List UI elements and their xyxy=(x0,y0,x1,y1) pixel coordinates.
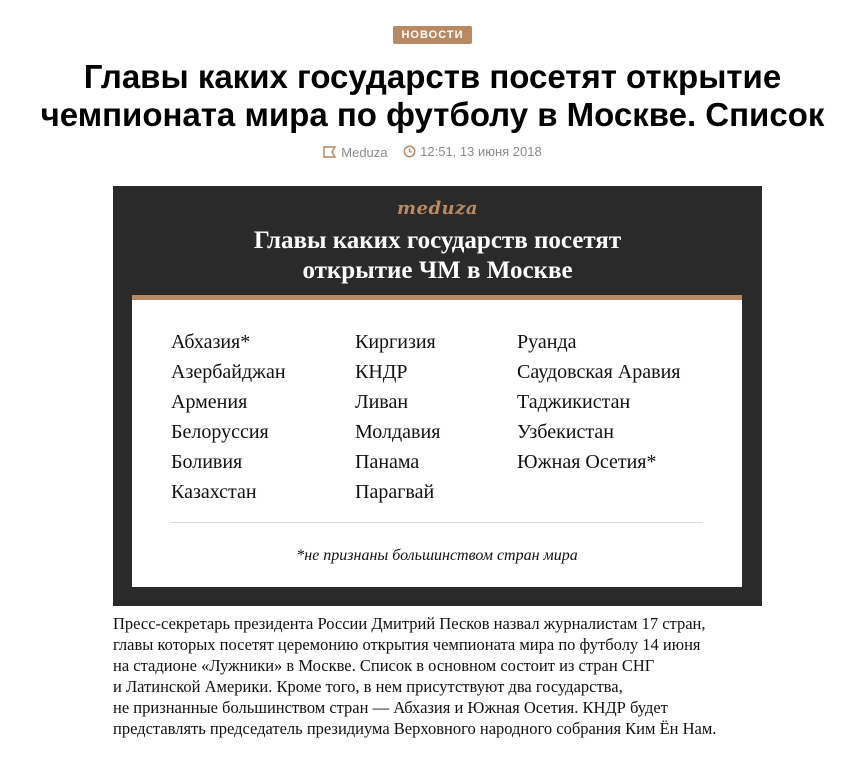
paragraph-line: на стадионе «Лужники» в Москве. Список в основном состоит из стран СНГ xyxy=(113,656,655,675)
rubric-badge[interactable]: НОВОСТИ xyxy=(393,26,471,44)
country-item: Боливия xyxy=(171,451,243,473)
country-item: Таджикистан xyxy=(517,391,631,413)
country-item: Ливан xyxy=(355,391,409,413)
paragraph-line: представлять председатель президиума Верховного народного собрания Ким Ён Нам. xyxy=(113,719,717,738)
article-meta xyxy=(0,144,865,161)
rubric-wrap xyxy=(0,25,865,44)
country-item: Азербайджан xyxy=(171,361,286,383)
country-item: Саудовская Аравия xyxy=(517,361,681,383)
country-item: Казахстан xyxy=(171,481,257,503)
source-icon xyxy=(323,146,337,158)
infographic-title-line-2: открытие ЧМ в Москве xyxy=(302,257,573,284)
country-item: Армения xyxy=(171,391,248,413)
country-list-panel xyxy=(132,295,742,587)
country-item: Киргизия xyxy=(355,331,436,353)
article-lead-paragraph xyxy=(113,613,765,739)
infographic-title xyxy=(113,226,762,286)
headline-line-1: Главы каких государств посетят открытие xyxy=(83,58,782,95)
country-item: Парагвай xyxy=(355,481,435,503)
infographic-title-line-1: Главы каких государств посетят xyxy=(253,227,622,254)
list-divider xyxy=(171,522,703,523)
paragraph-line: Пресс-секретарь президента России Дмитрий Песков назвал журналистам 17 стран, xyxy=(113,614,706,633)
clock-icon xyxy=(403,145,416,158)
country-column-2 xyxy=(355,327,440,507)
paragraph-line: не признанные большинством стран — Абхазия и Южная Осетия. КНДР будет xyxy=(113,698,668,717)
country-item: Молдавия xyxy=(355,421,441,443)
country-item: Абхазия* xyxy=(171,331,251,353)
country-item: Узбекистан xyxy=(517,421,614,443)
meduza-logo: meduza xyxy=(396,198,479,219)
country-item: Руанда xyxy=(517,331,577,353)
country-item: Южная Осетия* xyxy=(517,451,657,473)
country-item: Панама xyxy=(355,451,420,473)
source-link[interactable] xyxy=(323,145,387,160)
footnote: *не признаны большинством стран мира xyxy=(296,547,578,564)
paragraph-line: и Латинской Америки. Кроме того, в нем присутствуют два государства, xyxy=(113,677,623,696)
paragraph-line: главы которых посетят церемонию открытия чемпионата мира по футболу 14 июня xyxy=(113,635,701,654)
publish-time xyxy=(403,144,542,159)
publish-datetime: 12:51, 13 июня 2018 xyxy=(420,144,542,159)
country-item: Белоруссия xyxy=(171,421,269,443)
headline-line-2: чемпионата мира по футболу в Москве. Список xyxy=(40,96,825,133)
country-column-3 xyxy=(517,327,680,477)
source-name: Meduza xyxy=(341,144,388,160)
country-item: КНДР xyxy=(355,361,408,383)
country-column-1 xyxy=(171,327,286,507)
article-headline xyxy=(20,58,845,134)
